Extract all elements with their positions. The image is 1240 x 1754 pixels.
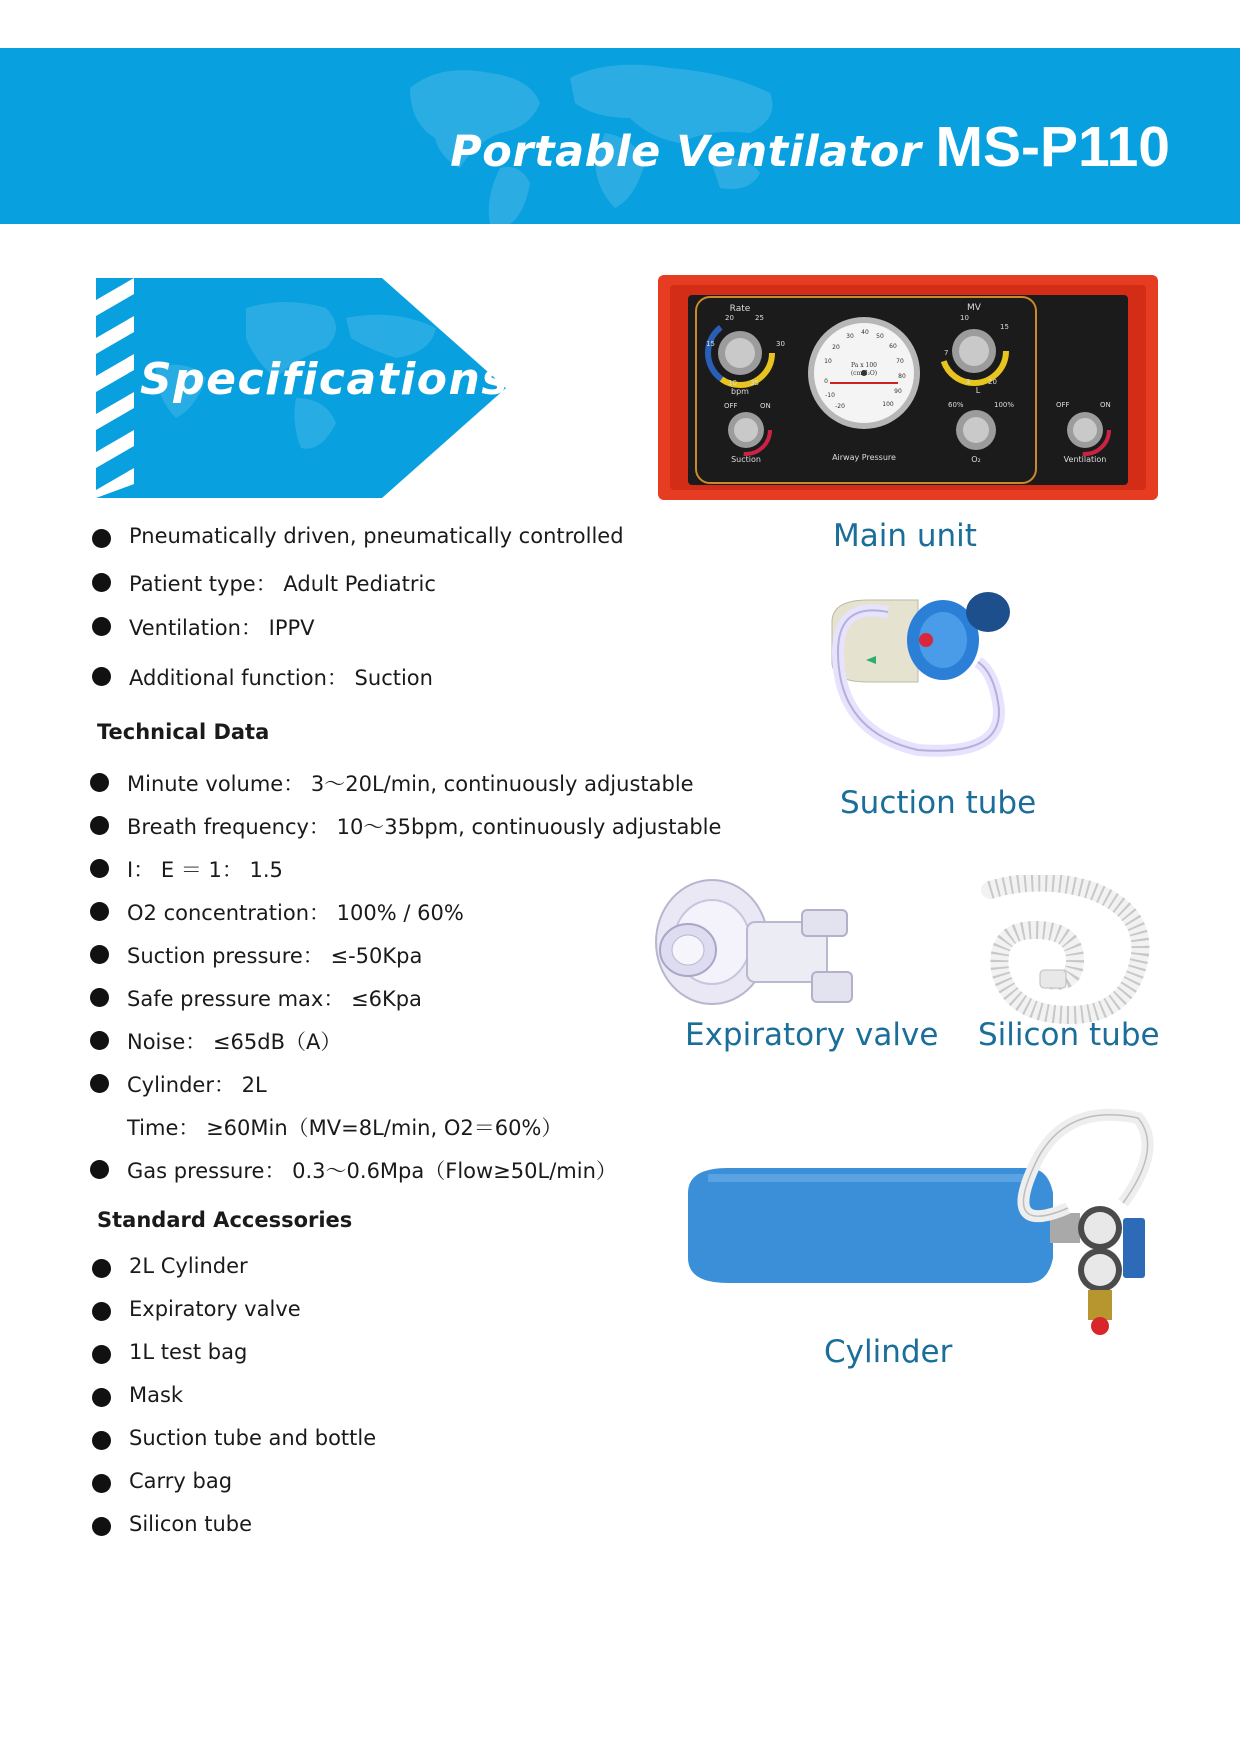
bullet-icon [90,1031,109,1050]
gauge-tick: 70 [896,358,904,365]
tick-label: 20 [988,378,997,386]
bullet-icon [92,667,111,686]
tick-label: 10 [960,314,969,322]
caption-main-unit: Main unit [833,518,977,554]
bullet-icon [90,1074,109,1093]
bullet-icon [92,573,111,592]
gauge-tick: -10 [825,392,835,399]
bullet-icon [92,1259,111,1278]
product-title [450,114,1170,180]
gauge-unit-2: (cmH₂O) [850,370,878,377]
cylinder-image [668,1108,1168,1343]
gauge-tick: 0 [824,378,828,385]
tick-label: 3 [966,378,971,386]
gauge-tick: 30 [846,333,854,340]
caption-silicon-tube: Silicon tube [978,1017,1160,1053]
ventilation-label: Ventilation [1063,455,1107,464]
tick-label: 35 [750,379,759,387]
expiratory-valve-image [652,872,882,1012]
o2-label: O₂ [971,455,981,464]
bullet-icon [92,1474,111,1493]
mv-label: MV [967,303,981,313]
gauge-tick: -20 [835,403,845,410]
bullet-icon [92,1517,111,1536]
model-number: MS-P110 [935,115,1170,179]
rate-label: Rate [729,304,751,314]
off-label: OFF [1056,401,1070,409]
specifications-banner [96,278,510,498]
gauge-tick: 20 [832,344,840,351]
gauge-tick: 60 [889,343,897,350]
on-label: ON [1100,401,1111,409]
gauge-tick: 100 [882,401,894,408]
bullet-icon [90,945,109,964]
gauge-tick: 40 [861,329,869,336]
tick-label: 30 [776,340,785,348]
bullet-icon [92,1345,111,1364]
main-unit-image [658,275,1158,500]
bullet-icon [92,1431,111,1450]
gauge-tick: 50 [876,333,884,340]
o2-100-label: 100% [994,401,1015,409]
bullet-icon [92,1302,111,1321]
tick-label: 15 [1000,323,1009,331]
gauge-unit: Pa x 100 [851,362,877,369]
bullet-icon [90,816,109,835]
caption-cylinder: Cylinder [824,1334,953,1370]
bullet-icon [92,529,111,548]
banner-label: Specifications [140,354,510,405]
bullet-icon [90,859,109,878]
airway-pressure-label: Airway Pressure [832,453,896,462]
tick-label: 10 [728,379,737,387]
product-title-text: Portable Ventilator [450,127,922,177]
bullet-icon [90,773,109,792]
rate-unit: bpm [731,387,749,396]
silicon-tube-image [980,875,1160,1025]
gauge-tick: 80 [898,373,906,380]
tick-label: 15 [706,340,715,348]
gauge-tick: 90 [894,388,902,395]
tick-label: 25 [755,314,764,322]
caption-expiratory-valve: Expiratory valve [685,1017,939,1053]
o2-60-label: 60% [948,401,964,409]
suction-tube-image [828,582,1028,772]
bullet-icon [90,902,109,921]
header-band [0,48,1240,224]
on-label: ON [760,402,771,410]
bullet-icon [92,1388,111,1407]
caption-suction-tube: Suction tube [840,785,1037,821]
suction-label: Suction [731,455,761,464]
off-label: OFF [724,402,738,410]
technical-data-heading: Technical Data [97,720,270,744]
bullet-icon [90,1160,109,1179]
mv-unit: L [975,386,981,395]
accessories-heading: Standard Accessories [97,1208,353,1232]
tick-label: 7 [944,349,949,357]
gauge-tick: 10 [824,358,832,365]
bullet-icon [92,617,111,636]
tick-label: 20 [725,314,734,322]
bullet-icon [90,988,109,1007]
